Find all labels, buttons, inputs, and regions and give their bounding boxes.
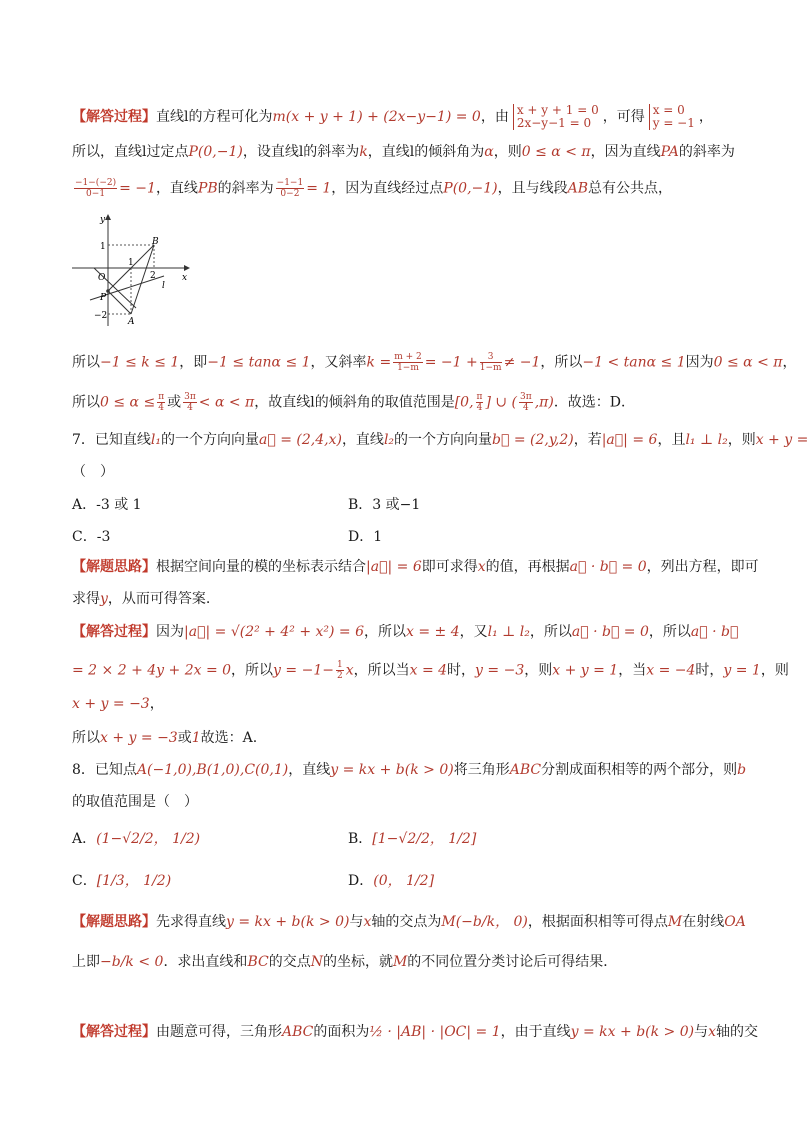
tick-x-2: 2 [150, 271, 156, 281]
y-label: y [100, 215, 106, 225]
point-p [106, 289, 110, 293]
q8-option-c[interactable]: C．[1/3， 1/2) [72, 873, 172, 889]
q8-option-b[interactable]: B．[1−√2/2， 1/2] [348, 831, 477, 847]
slope-pa-fraction: $\frac{-1-(-2)}{0-1}$ [75, 178, 117, 199]
q6-solution-line-1: 【解答过程】直线l的方程可化为m(x + y + 1) + (2x−y−1) = 0，由 x + y + 1 = 0 2x−y−1 = 0 ，可得 x = 0 y = −1 ， [72, 103, 713, 130]
q6-solution-line-4: 所以−1 ≤ k ≤ 1，即−1 ≤ tanα ≤ 1，又斜率k = $\frac{m + 2}{1-m}$ = −1 + $\frac{3}{1-m}$ ≠ −1，所以−1 < tanα ≤ 1因为0 ≤ α < π， [72, 352, 797, 373]
q7-solution-line-2: = 2 × 2 + 4y + 2x = 0，所以y = −1− $\frac{1}{2}$ x，所以当x = 4时，y = −3，则x + y = 1，当x = −4时，y = 1，则 [72, 660, 789, 681]
tick-y-neg2: −2 [94, 311, 108, 321]
label-a: A [128, 317, 135, 327]
solution-tag: 【解答过程】 [72, 109, 156, 125]
origin-label: O [98, 273, 106, 283]
slope-pb-fraction: $\frac{-1-1}{0-2}$ [276, 178, 304, 199]
q7-stem: 7．已知直线l₁的一个方向向量a⃗ = (2,4,x)，直线l₂的一个方向向量b⃗ = (2,y,2)，若|a⃗| = 6，且l₁ ⊥ l₂，则x + y = [72, 432, 808, 448]
q6-solution-line-3: $\frac{-1-(-2)}{0-1}$ = −1，直线PB的斜率为 $\frac{-1-1}{0-2}$ = 1，因为直线经过点P(0,−1)，且与线段AB总有公共点， [75, 178, 673, 199]
q8-stem: 8．已知点A(−1,0),B(1,0),C(0,1)，直线y = kx + b(k > 0)将三角形ABC分割成面积相等的两个部分，则b [72, 762, 747, 778]
q7-solution-line-4: 所以x + y = −3或1故选：A. [72, 730, 258, 746]
q6-solution-line-5: 所以0 ≤ α ≤ $\frac{\pi}{4}$ 或 $\frac{3\pi}{4}$ < α < π，故直线l的倾斜角的取值范围是[0, $\frac{\pi}{4}$ ] ∪ ( $\frac{3\pi}{4}$ ,π)．故选：D． [72, 392, 636, 413]
q8-solution-line-1: 【解答过程】由题意可得，三角形ABC的面积为½ · |AB| · |OC| = 1，由于直线y = kx + b(k > 0)与x轴的交 [72, 1024, 759, 1040]
label-b: B [152, 237, 159, 247]
q8-idea-line-1: 【解题思路】先求得直线y = kx + b(k > 0)与x轴的交点为M(−b/k， 0)，根据面积相等可得点M在射线OA [72, 914, 746, 930]
q7-option-a[interactable]: A．-3 或 1 [72, 497, 142, 513]
q8-option-a[interactable]: A．(1−√2/2， 1/2) [72, 831, 201, 847]
q7-solution-line-1: 【解答过程】因为|a⃗| = √(2² + 4² + x²) = 6，所以x = ± 4，又l₁ ⊥ l₂，所以a⃗ · b⃗ = 0，所以a⃗ · b⃗ [72, 624, 739, 640]
q8-idea-line-2: 上即−b/k < 0．求出直线和BC的交点N的坐标，就M的不同位置分类讨论后可得结果． [72, 954, 618, 970]
q7-solution-line-3: x + y = −3， [72, 696, 164, 712]
tick-y-1: 1 [100, 242, 106, 252]
segment-pa [108, 291, 131, 314]
q7-paren: （ ） [72, 464, 114, 480]
coordinate-figure [72, 208, 202, 328]
label-l: l [162, 281, 165, 291]
q7-option-d[interactable]: D．1 [348, 529, 383, 545]
q6-solution-line-2: 所以，直线l过定点P(0,−1)，设直线l的斜率为k，直线l的倾斜角为α，则0 ≤ α < π，因为直线PA的斜率为 [72, 144, 735, 160]
equation-system-1: x + y + 1 = 0 2x−y−1 = 0 [513, 104, 599, 130]
equation-system-2: x = 0 y = −1 [649, 104, 695, 130]
x-axis-arrow [184, 265, 190, 271]
q7-option-b[interactable]: B．3 或−1 [348, 497, 421, 513]
q7-option-c[interactable]: C．-3 [72, 529, 111, 545]
tick-x-1: 1 [128, 258, 134, 268]
q8-stem-2: 的取值范围是（ ） [72, 794, 198, 810]
q8-option-d[interactable]: D．(0， 1/2] [348, 873, 435, 889]
q7-idea-line-1: 【解题思路】根据空间向量的模的坐标表示结合|a⃗| = 6即可求得x的值，再根据a⃗ · b⃗ = 0，列出方程，即可 [72, 559, 759, 575]
x-label: x [182, 273, 188, 283]
q7-idea-line-2: 求得y，从而可得答案. [72, 591, 211, 607]
y-axis-arrow [105, 214, 111, 220]
label-p: P [100, 293, 107, 303]
